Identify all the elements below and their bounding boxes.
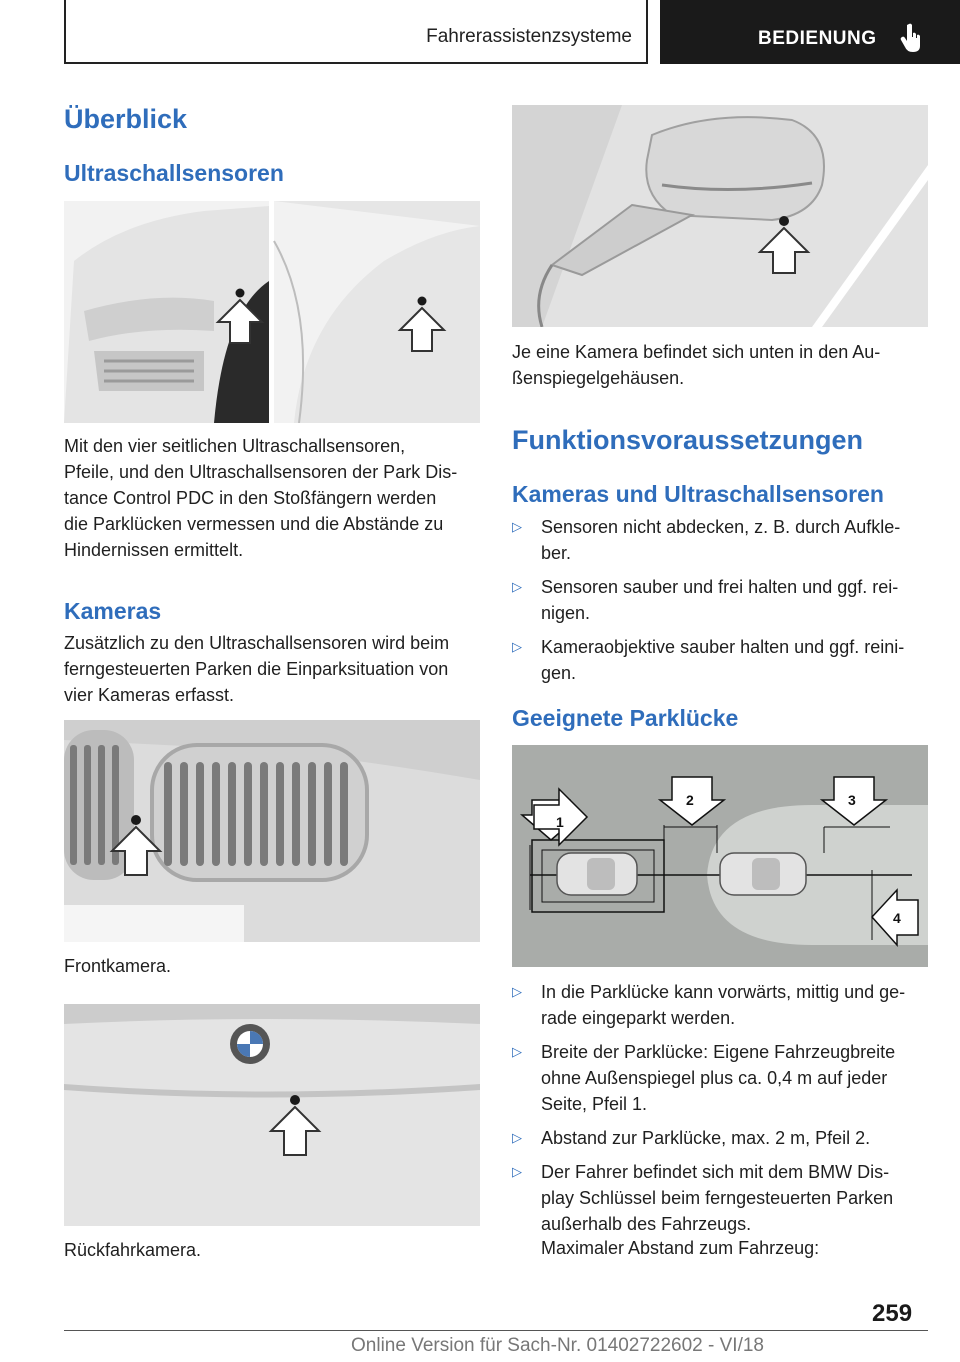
rear-camera-figure [64, 1004, 480, 1226]
list-item: ▷ In die Parklücke kann vorwärts, mittig und ge‐ rade eingeparkt werden. [512, 979, 928, 1031]
footer-divider [64, 1330, 928, 1331]
hand-pointer-icon [900, 22, 924, 52]
bullet-triangle-icon: ▷ [512, 579, 522, 594]
list-item: ▷ Breite der Parklücke: Eigene Fahrzeugbreite ohne Außenspiegel plus ca. 0,4 m auf jeder Seite, Pfeil 1. [512, 1039, 928, 1117]
diagram-label-3: 3 [848, 792, 856, 808]
parking-space-list [512, 979, 928, 1245]
section-title-ueberblick: Überblick [64, 104, 188, 134]
page-number: 259 [872, 1300, 913, 1327]
front-camera-figure [64, 720, 480, 942]
bullet-triangle-icon: ▷ [512, 984, 522, 999]
subtitle-ultraschallsensoren: Ultraschallsensoren [64, 160, 284, 186]
front-camera-caption: Frontkamera. [64, 956, 172, 976]
section-title-funktionsvoraussetzungen: Funktionsvoraussetzungen [512, 425, 864, 455]
list-item: ▷ Der Fahrer befindet sich mit dem BMW Dis‐ play Schlüssel beim ferngesteuerten Parken außerhalb des Fahrzeugs. [512, 1159, 928, 1237]
footer-note: Online Version für Sach-Nr. 01402722602 - VI/18 [351, 1335, 764, 1356]
list-item: ▷ Sensoren sauber und frei halten und ggf. rei‐ nigen. [512, 574, 928, 626]
subtitle-geeignete-parkluecke: Geeignete Parklücke [512, 705, 739, 731]
header-chapter-label: BEDIENUNG [758, 28, 877, 49]
kameras-description: Zusätzlich zu den Ultraschallsensoren wird beim ferngesteuerten Parken die Einparksituation von vier Kameras erfasst. [64, 633, 450, 705]
diagram-label-1: 1 [556, 814, 564, 830]
list-item: ▷ Kameraobjektive sauber halten und ggf. reini‐ gen. [512, 634, 928, 686]
list-item: ▷ Abstand zur Parklücke, max. 2 m, Pfeil 2. [512, 1125, 928, 1151]
bullet-triangle-icon: ▷ [512, 1044, 522, 1059]
diagram-label-2: 2 [686, 792, 694, 808]
mirror-camera-description: Je eine Kamera befindet sich unten in den Au‐ ßenspiegelgehäusen. [512, 342, 881, 388]
header-chapter-tab [660, 0, 960, 64]
bullet-triangle-icon: ▷ [512, 519, 522, 534]
diagram-label-4: 4 [893, 910, 901, 926]
subtitle-kameras: Kameras [64, 598, 162, 624]
bullet-triangle-icon: ▷ [512, 1164, 522, 1179]
bullet-triangle-icon: ▷ [512, 1130, 522, 1145]
header-section-title: Fahrerassistenzsysteme [426, 26, 632, 47]
max-distance-line: Maximaler Abstand zum Fahrzeug: [541, 1238, 820, 1258]
mirror-camera-figure [512, 105, 928, 327]
rear-camera-caption: Rückfahrkamera. [64, 1240, 202, 1260]
header-section-box [64, 0, 648, 64]
bullet-triangle-icon: ▷ [512, 639, 522, 654]
parking-space-diagram [512, 745, 928, 967]
subtitle-kameras-und-ultraschallsensoren: Kameras und Ultraschallsensoren [512, 481, 884, 507]
ultrasonic-description: Mit den vier seitlichen Ultraschallsensoren, Pfeile, und den Ultraschallsensoren der Park Dis‐ tance Control PDC in den Stoßfängern werden die Parklücken vermessen und die Abstände zu Hindernissen ermittelt. [64, 436, 458, 560]
list-item: ▷ Sensoren nicht abdecken, z. B. durch Aufkle‐ ber. [512, 514, 928, 566]
ultrasonic-sensors-figure [64, 201, 480, 423]
camera-requirements-list [512, 514, 928, 694]
